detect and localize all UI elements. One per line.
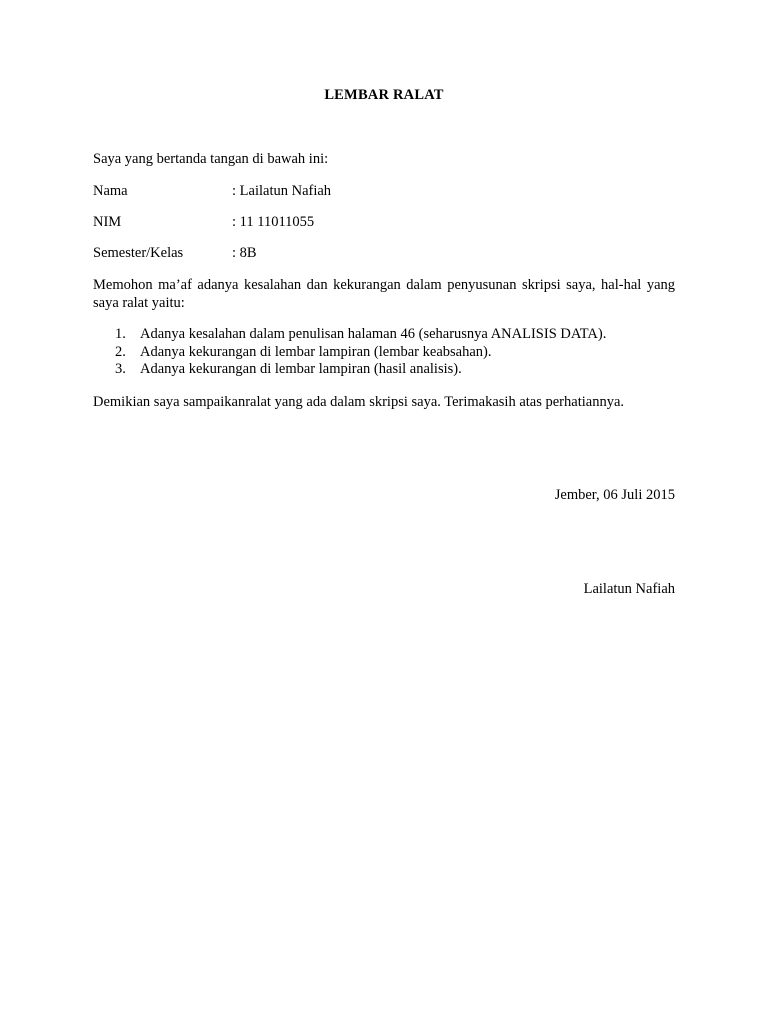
field-row-nim <box>93 214 675 234</box>
field-row-nama <box>93 183 675 203</box>
closing-text: Demikian saya sampaikanralat yang ada dalam skripsi saya. Terimakasih atas perhatiannya. <box>93 394 624 410</box>
correction-list <box>93 326 675 379</box>
field-label-nim: NIM <box>93 214 122 230</box>
field-label-semester: Semester/Kelas <box>93 245 184 261</box>
list-item-number: 1. <box>115 326 126 342</box>
field-label-nama: Nama <box>93 183 128 199</box>
list-item-number: 3. <box>115 361 126 377</box>
list-item <box>93 344 675 362</box>
list-item <box>93 326 675 344</box>
intro-text: Saya yang bertanda tangan di bawah ini: <box>93 151 329 167</box>
list-item-number: 2. <box>115 343 126 360</box>
place-date: Jember, 06 Juli 2015 <box>554 487 675 503</box>
request-paragraph: Memohon ma’af adanya kesalahan dan kekurangan dalam penyusunan skripsi saya, hal-hal yang saya ralat yaitu: <box>93 277 675 311</box>
signer-name: Lailatun Nafiah <box>583 581 675 597</box>
field-row-semester <box>93 245 675 265</box>
field-value-semester: : 8B <box>232 245 257 261</box>
list-item-text: Adanya kesalahan dalam penulisan halaman 46 (seharusnya ANALISIS DATA). <box>140 326 607 342</box>
list-item <box>93 361 675 379</box>
field-value-nim: : 11 11011055 <box>232 214 315 230</box>
field-value-nama: : Lailatun Nafiah <box>232 183 332 199</box>
list-item-text: Adanya kekurangan di lembar lampiran (hasil analisis). <box>140 361 462 377</box>
document-title: LEMBAR RALAT <box>324 87 444 103</box>
list-item-text: Adanya kekurangan di lembar lampiran (lembar keabsahan). <box>140 343 492 360</box>
